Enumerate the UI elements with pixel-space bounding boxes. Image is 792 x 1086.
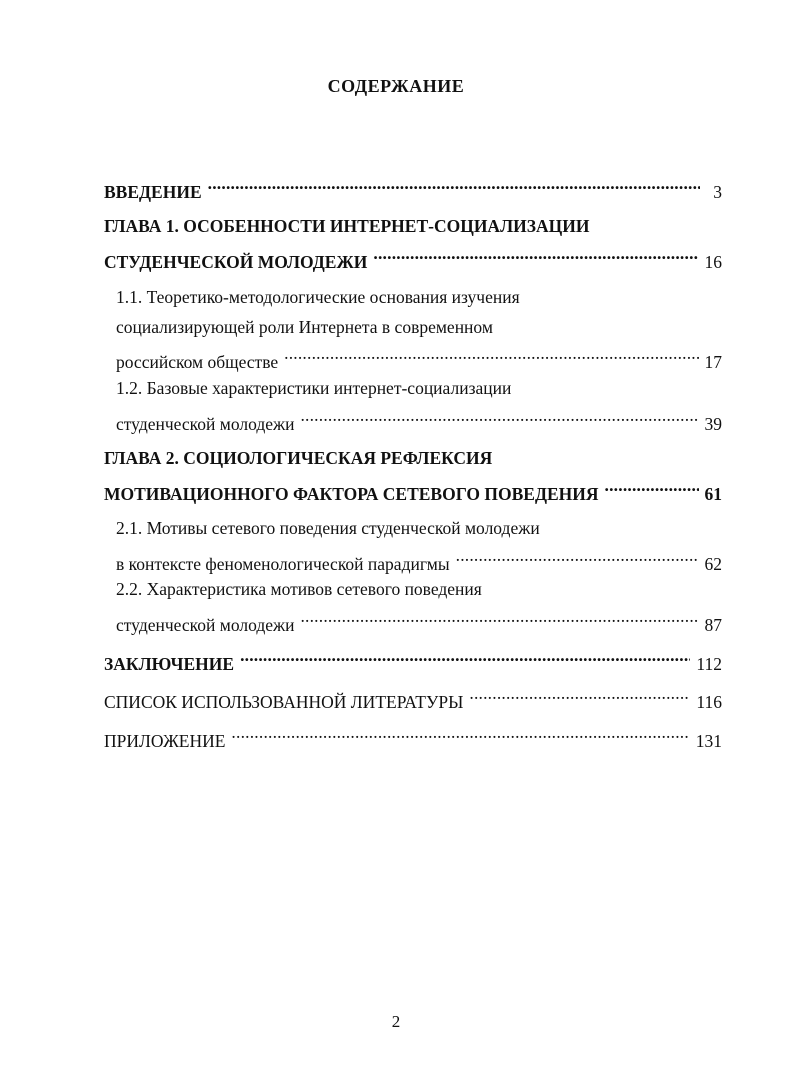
dot-leader	[605, 478, 699, 500]
dot-leader	[456, 548, 699, 570]
dot-leader	[300, 609, 698, 631]
toc-entry-section22	[116, 609, 722, 636]
toc-entry-label: студенческой молодежи	[116, 414, 295, 434]
dot-leader	[469, 686, 690, 708]
toc-page-number: 17	[704, 352, 722, 372]
dot-leader	[208, 176, 700, 198]
dot-leader	[231, 725, 689, 747]
toc-page-number: 3	[713, 182, 722, 202]
toc-entry-label: ВВЕДЕНИЕ	[104, 182, 202, 202]
toc-entry-label: студенческой молодежи	[116, 615, 295, 635]
toc-entry-label: МОТИВАЦИОННОГО ФАКТОРА СЕТЕВОГО ПОВЕДЕНИЯ	[104, 484, 599, 504]
dot-leader	[284, 346, 698, 368]
toc-entry-chapter2-line1	[104, 447, 722, 469]
toc-entry-label: ЗАКЛЮЧЕНИЕ	[104, 654, 235, 674]
toc-entry-label: 1.1. Теоретико-методологические основания изучения	[116, 287, 520, 307]
toc-entry-label: СТУДЕНЧЕСКОЙ МОЛОДЕЖИ	[104, 252, 368, 272]
toc-entry-chapter2	[104, 478, 722, 505]
dot-leader	[373, 246, 698, 268]
toc-entry-appendix	[104, 725, 722, 752]
toc-entry-section21-line1	[116, 517, 722, 539]
toc-page-number: 112	[696, 654, 722, 674]
toc-entry-section11	[116, 346, 722, 373]
toc-page-number: 16	[704, 252, 722, 272]
dot-leader	[300, 408, 698, 430]
toc-entry-label: 2.2. Характеристика мотивов сетевого поведения	[116, 579, 482, 599]
toc-entry-chapter1	[104, 246, 722, 273]
toc-entry-section11-line2	[116, 316, 722, 338]
toc-page-number: 87	[704, 615, 722, 635]
page-number: 2	[391, 1012, 401, 1031]
toc-page-number: 61	[704, 484, 722, 504]
toc-entry-section12	[116, 408, 722, 435]
toc-entry-label: в контексте феноменологической парадигмы	[116, 554, 450, 574]
toc-entry-label: российском обществе	[116, 352, 279, 372]
toc-entry-section22-line1	[116, 578, 722, 600]
toc-entry-label: СПИСОК ИСПОЛЬЗОВАННОЙ ЛИТЕРАТУРЫ	[104, 692, 464, 712]
toc-page-number: 131	[695, 731, 722, 751]
toc-page-number: 39	[704, 414, 722, 434]
toc-entry-section11-line1	[116, 286, 722, 308]
toc-page-number: 62	[704, 554, 722, 574]
toc-entry-references	[104, 686, 722, 713]
toc-entry-conclusion	[104, 648, 722, 675]
toc-entry-section12-line1	[116, 377, 722, 399]
toc-entry-intro	[104, 176, 722, 203]
toc-entry-section21	[116, 548, 722, 575]
toc-entry-label: 1.2. Базовые характеристики интернет-социализации	[116, 378, 512, 398]
toc-entry-chapter1-line1	[104, 215, 722, 237]
toc-entry-label: ГЛАВА 2. СОЦИОЛОГИЧЕСКАЯ РЕФЛЕКСИЯ	[104, 448, 493, 468]
toc-entry-label: социализирующей роли Интернета в современном	[116, 317, 493, 337]
toc-page-number: 116	[696, 692, 722, 712]
toc-entry-label: ГЛАВА 1. ОСОБЕННОСТИ ИНТЕРНЕТ-СОЦИАЛИЗАЦИИ	[104, 216, 590, 236]
dot-leader	[240, 648, 690, 670]
toc-entry-label: ПРИЛОЖЕНИЕ	[104, 731, 226, 751]
toc-entry-label: 2.1. Мотивы сетевого поведения студенческой молодежи	[116, 518, 540, 538]
page-title: СОДЕРЖАНИЕ	[327, 76, 465, 96]
